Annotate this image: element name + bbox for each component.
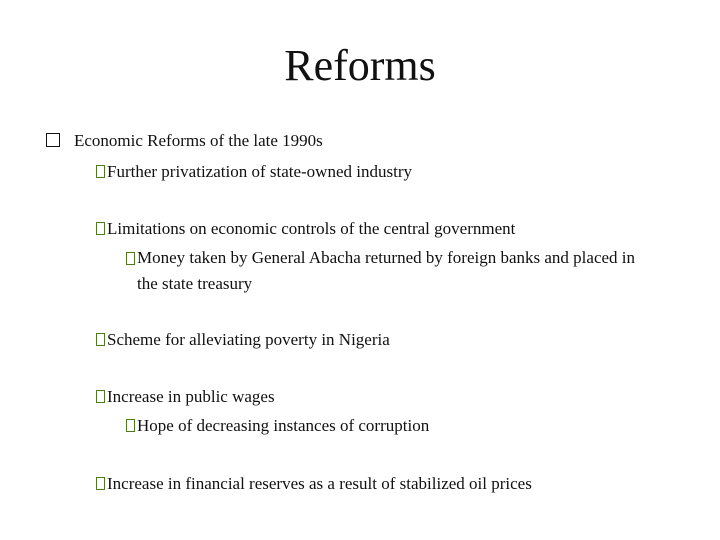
square-bullet-icon: [126, 252, 135, 265]
bullet-public-wages: [96, 384, 275, 410]
square-bullet-icon: [96, 333, 105, 346]
bullet-text: Further privatization of state-owned industry: [107, 162, 412, 181]
bullet-financial-reserves: [96, 471, 532, 497]
square-bullet-icon: [126, 419, 135, 432]
slide-title: Reforms: [284, 41, 436, 90]
bullet-corruption: [126, 413, 429, 439]
square-bullet-icon: [46, 133, 60, 147]
bullet-privatization: [96, 159, 412, 185]
bullet-text: Economic Reforms of the late 1990s: [74, 131, 323, 150]
bullet-abacha-money: [126, 245, 657, 297]
bullet-text: Increase in financial reserves as a result of stabilized oil prices: [107, 474, 532, 493]
square-bullet-icon: [96, 165, 105, 178]
bullet-text: Scheme for alleviating poverty in Nigeria: [107, 330, 390, 349]
square-bullet-icon: [96, 390, 105, 403]
bullet-text: Hope of decreasing instances of corruption: [137, 416, 430, 435]
bullet-economic-reforms: [46, 128, 323, 154]
square-bullet-icon: [96, 222, 105, 235]
square-bullet-icon: [96, 477, 105, 490]
bullet-text: Limitations on economic controls of the central government: [107, 219, 516, 238]
bullet-poverty-scheme: [96, 327, 390, 353]
bullet-text: Money taken by General Abacha returned by foreign banks and placed in the state treasury: [137, 248, 636, 293]
bullet-text: Increase in public wages: [107, 387, 275, 406]
bullet-economic-controls: [96, 216, 515, 242]
